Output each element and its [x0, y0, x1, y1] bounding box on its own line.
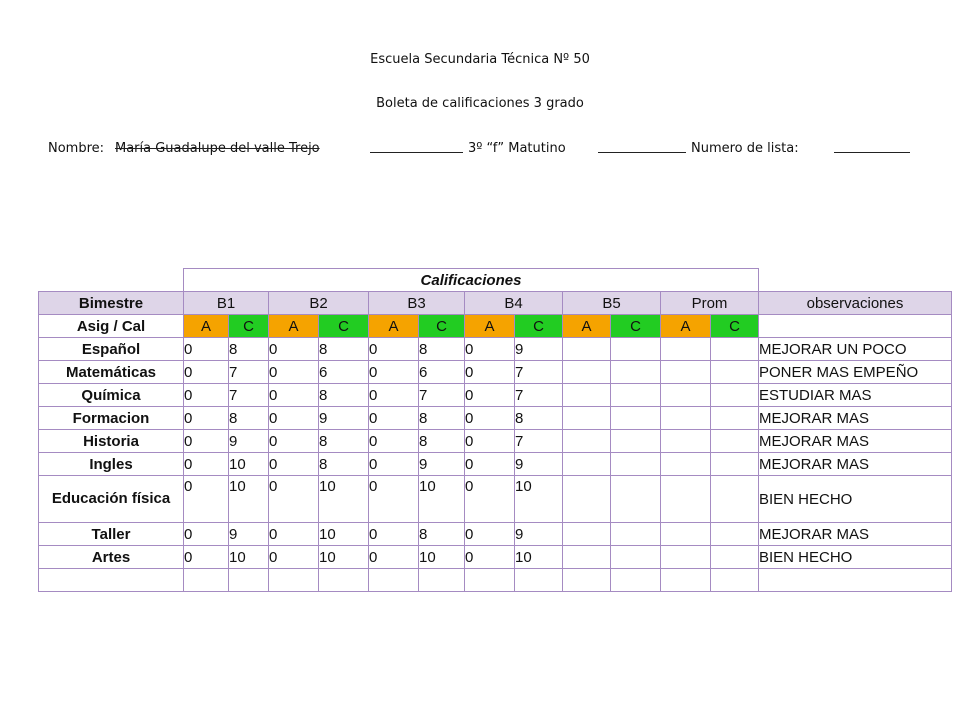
empty-grade-cell [661, 384, 711, 407]
section-title: Calificaciones [184, 269, 759, 292]
empty-grade-cell [711, 361, 759, 384]
bimestre-label: Bimestre [39, 292, 184, 315]
ac-label: C [515, 315, 563, 338]
name-underline [370, 152, 463, 153]
grade-cell: 10 [229, 453, 269, 476]
table-row [39, 523, 952, 546]
ac-label: A [369, 315, 419, 338]
grade-rows [39, 338, 952, 569]
grades-table [38, 268, 952, 592]
empty-grade-cell [611, 453, 661, 476]
empty-grade-cell [563, 523, 611, 546]
empty-grade-cell [611, 338, 661, 361]
empty-grade-cell [661, 523, 711, 546]
observation: BIEN HECHO [759, 476, 952, 523]
list-number-underline [834, 152, 910, 153]
grade-cell: 0 [369, 523, 419, 546]
subject-name: Formacion [39, 407, 184, 430]
grade-cell: 10 [229, 476, 269, 523]
grade-cell: 0 [369, 476, 419, 523]
grade-cell: 0 [465, 407, 515, 430]
grade-cell: 0 [269, 476, 319, 523]
report-title: Boleta de calificaciones 3 grado [376, 96, 584, 111]
grade-cell: 0 [184, 407, 229, 430]
empty-cell [759, 315, 952, 338]
empty-grade-cell [661, 453, 711, 476]
empty-grade-cell [563, 453, 611, 476]
empty-grade-cell [711, 453, 759, 476]
grade-cell: 0 [369, 407, 419, 430]
grade-cell: 6 [319, 361, 369, 384]
ac-label: C [711, 315, 759, 338]
grade-cell: 9 [515, 453, 563, 476]
ac-label: C [611, 315, 661, 338]
subject-name: Historia [39, 430, 184, 453]
empty-grade-cell [661, 361, 711, 384]
grade-cell: 0 [269, 361, 319, 384]
grade-cell: 0 [184, 361, 229, 384]
grade-cell: 0 [369, 430, 419, 453]
empty-grade-cell [611, 476, 661, 523]
empty-grade-cell [711, 546, 759, 569]
grade-cell: 0 [184, 384, 229, 407]
grade-cell: 0 [369, 384, 419, 407]
empty-grade-cell [563, 338, 611, 361]
observation: ESTUDIAR MAS [759, 384, 952, 407]
ac-label: C [319, 315, 369, 338]
ac-label: C [419, 315, 465, 338]
subject-name: Taller [39, 523, 184, 546]
grade-cell: 8 [319, 338, 369, 361]
group-shift: 3º “f” Matutino [468, 141, 566, 156]
table-row [39, 453, 952, 476]
grade-cell: 0 [269, 453, 319, 476]
empty-grade-cell [661, 407, 711, 430]
grade-cell: 9 [319, 407, 369, 430]
grade-cell: 10 [419, 476, 465, 523]
grade-cell: 0 [184, 430, 229, 453]
grade-cell: 0 [269, 546, 319, 569]
observation: MEJORAR MAS [759, 523, 952, 546]
observation: BIEN HECHO [759, 546, 952, 569]
empty-grade-cell [563, 546, 611, 569]
student-name: María Guadalupe del valle Trejo [115, 141, 320, 156]
subject-name: Química [39, 384, 184, 407]
grade-cell: 7 [515, 384, 563, 407]
grade-cell: 8 [229, 407, 269, 430]
empty-grade-cell [611, 430, 661, 453]
grade-cell: 8 [419, 523, 465, 546]
grade-cell: 8 [419, 407, 465, 430]
empty-grade-cell [711, 407, 759, 430]
empty-grade-cell [563, 476, 611, 523]
grade-cell: 0 [184, 453, 229, 476]
grade-cell: 0 [465, 361, 515, 384]
ac-label: A [184, 315, 229, 338]
empty-row [39, 569, 952, 592]
grade-cell: 8 [319, 384, 369, 407]
ac-label: A [661, 315, 711, 338]
subject-name: Artes [39, 546, 184, 569]
empty-grade-cell [563, 430, 611, 453]
empty-grade-cell [661, 338, 711, 361]
title-row [39, 269, 952, 292]
grade-cell: 9 [229, 523, 269, 546]
grade-cell: 0 [269, 384, 319, 407]
grade-cell: 8 [515, 407, 563, 430]
school-name: Escuela Secundaria Técnica Nº 50 [370, 52, 590, 67]
grade-cell: 0 [465, 523, 515, 546]
empty-grade-cell [563, 361, 611, 384]
observation: PONER MAS EMPEÑO [759, 361, 952, 384]
table-row [39, 407, 952, 430]
ac-label: A [465, 315, 515, 338]
grade-cell: 9 [419, 453, 465, 476]
empty-grade-cell [711, 523, 759, 546]
table-row [39, 546, 952, 569]
grade-cell: 8 [419, 430, 465, 453]
grade-cell: 9 [229, 430, 269, 453]
grade-cell: 0 [269, 407, 319, 430]
grade-cell: 10 [419, 546, 465, 569]
grade-cell: 7 [229, 384, 269, 407]
grade-cell: 8 [229, 338, 269, 361]
ac-label: C [229, 315, 269, 338]
observation: MEJORAR MAS [759, 407, 952, 430]
grade-cell: 0 [184, 546, 229, 569]
empty-grade-cell [711, 476, 759, 523]
empty-grade-cell [661, 476, 711, 523]
empty-grade-cell [611, 361, 661, 384]
grade-cell: 0 [269, 430, 319, 453]
grade-cell: 8 [419, 338, 465, 361]
grade-cell: 0 [465, 476, 515, 523]
table-row [39, 361, 952, 384]
grade-cell: 10 [515, 546, 563, 569]
subject-name: Educación física [39, 476, 184, 523]
empty-grade-cell [611, 384, 661, 407]
grade-cell: 0 [184, 476, 229, 523]
grade-cell: 0 [184, 523, 229, 546]
empty-grade-cell [711, 338, 759, 361]
grade-cell: 9 [515, 338, 563, 361]
empty-grade-cell [563, 384, 611, 407]
ac-label: A [563, 315, 611, 338]
grade-cell: 7 [229, 361, 269, 384]
grade-cell: 7 [419, 384, 465, 407]
empty-grade-cell [661, 546, 711, 569]
grade-cell: 7 [515, 361, 563, 384]
table-row [39, 338, 952, 361]
empty-grade-cell [563, 407, 611, 430]
grade-cell: 10 [319, 523, 369, 546]
grade-cell: 0 [369, 546, 419, 569]
empty-grade-cell [611, 546, 661, 569]
period-b4: B4 [465, 292, 563, 315]
grade-cell: 0 [465, 430, 515, 453]
grade-cell: 0 [465, 338, 515, 361]
group-underline [598, 152, 686, 153]
grade-cell: 0 [269, 523, 319, 546]
observation: MEJORAR MAS [759, 430, 952, 453]
grade-cell: 10 [319, 476, 369, 523]
ac-label: A [269, 315, 319, 338]
period-header-row [39, 292, 952, 315]
grade-cell: 10 [515, 476, 563, 523]
empty-grade-cell [661, 430, 711, 453]
period-b3: B3 [369, 292, 465, 315]
name-label: Nombre: [48, 141, 105, 156]
grade-cell: 0 [269, 338, 319, 361]
period-b5: B5 [563, 292, 661, 315]
empty-grade-cell [711, 384, 759, 407]
grade-cell: 0 [465, 453, 515, 476]
empty-grade-cell [611, 523, 661, 546]
grade-cell: 0 [184, 338, 229, 361]
asig-cal-label: Asig / Cal [39, 315, 184, 338]
grade-cell: 0 [369, 453, 419, 476]
grade-cell: 0 [465, 384, 515, 407]
grade-cell: 0 [369, 361, 419, 384]
subject-name: Ingles [39, 453, 184, 476]
period-prom: Prom [661, 292, 759, 315]
grade-cell: 10 [319, 546, 369, 569]
grade-cell: 10 [229, 546, 269, 569]
table-row [39, 430, 952, 453]
ac-header-row [39, 315, 952, 338]
observations-header: observaciones [759, 292, 952, 315]
period-b2: B2 [269, 292, 369, 315]
subject-name: Español [39, 338, 184, 361]
grade-cell: 6 [419, 361, 465, 384]
empty-grade-cell [711, 430, 759, 453]
empty-grade-cell [611, 407, 661, 430]
table-row [39, 476, 952, 523]
grade-cell: 0 [465, 546, 515, 569]
subject-name: Matemáticas [39, 361, 184, 384]
grade-cell: 8 [319, 453, 369, 476]
observation: MEJORAR UN POCO [759, 338, 952, 361]
list-number-label: Numero de lista: [691, 141, 799, 156]
grade-cell: 0 [369, 338, 419, 361]
grade-cell: 9 [515, 523, 563, 546]
period-b1: B1 [184, 292, 269, 315]
observation: MEJORAR MAS [759, 453, 952, 476]
table-row [39, 384, 952, 407]
grade-cell: 8 [319, 430, 369, 453]
grade-cell: 7 [515, 430, 563, 453]
